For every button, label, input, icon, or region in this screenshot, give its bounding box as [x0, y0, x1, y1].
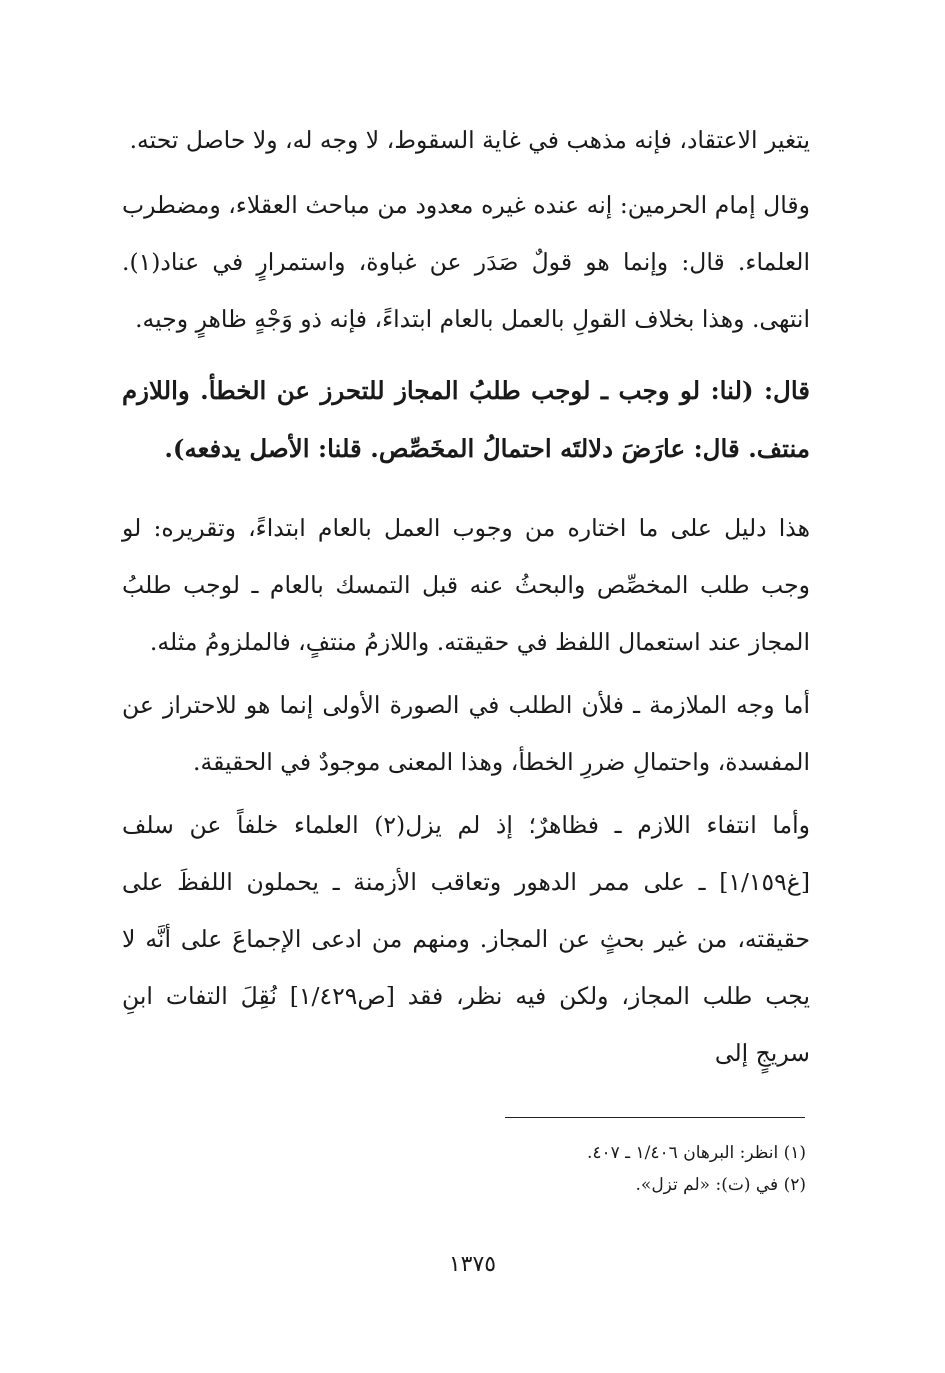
- paragraph-2: وقال إمام الحرمين: إنه عنده غيره معدود من مباحث العقلاء، ومضطرب العلماء. قال: وإنما هو قولٌ صَدَر عن غباوة، واستمرارٍ في عناد(١). انتهى. وهذا بخلاف القولِ بالعمل بالعام ابتداءً، فإنه ذو وَجْهٍ ظاهرٍ وجيه.: [122, 191, 810, 333]
- footnotes: [450, 1137, 806, 1201]
- paragraph-4: هذا دليل على ما اختاره من وجوب العمل بالعام ابتداءً، وتقريره: لو وجب طلب المخصِّص والبحثُ عنه قبل التمسك بالعام ـ لوجب طلبُ المجاز عند استعمال اللفظ في حقيقته. واللازمُ منتفٍ، فالملزومُ مثله.: [122, 514, 810, 656]
- paragraph-6: وأما انتفاء اللازم ـ فظاهرٌ؛ إذ لم يزل(٢) العلماء خلفاً عن سلف [غ١/١٥٩] ـ على ممر الدهور وتعاقب الأزمنة ـ يحملون اللفظَ على حقيقته، من غير بحثٍ عن المجاز. ومنهم من ادعى الإجماعَ على أنَّه لا يجب طلب المجاز، ولكن فيه نظر، فقد [ص١/٤٢٩] نُقِلَ التفات ابنِ سريجٍ إلى: [122, 811, 810, 1067]
- footnote-2: (٢) في (ت): «لم تزل».: [635, 1175, 806, 1195]
- page-number: ١٣٧٥: [448, 1252, 497, 1277]
- footnote-1: (١) انظر: البرهان ١/٤٠٦ ـ ٤٠٧.: [586, 1143, 806, 1163]
- footnote-separator: [505, 1117, 805, 1118]
- main-text: [122, 112, 810, 1082]
- paragraph-1: يتغير الاعتقاد، فإنه مذهب في غاية السقوط، لا وجه له، ولا حاصل تحته.: [129, 126, 810, 154]
- paragraph-5: أما وجه الملازمة ـ فلأن الطلب في الصورة الأولى إنما هو للاحتراز عن المفسدة، واحتمالِ ضررِ الخطأ، وهذا المعنى موجودٌ في الحقيقة.: [122, 691, 810, 776]
- matn-quote: قال: (لنا: لو وجب ـ لوجب طلبُ المجاز للتحرز عن الخطأ. واللازم منتف. قال: عارَضَ دلالتَه احتمالُ المخَصِّص. قلنا: الأصل يدفعه).: [122, 376, 810, 463]
